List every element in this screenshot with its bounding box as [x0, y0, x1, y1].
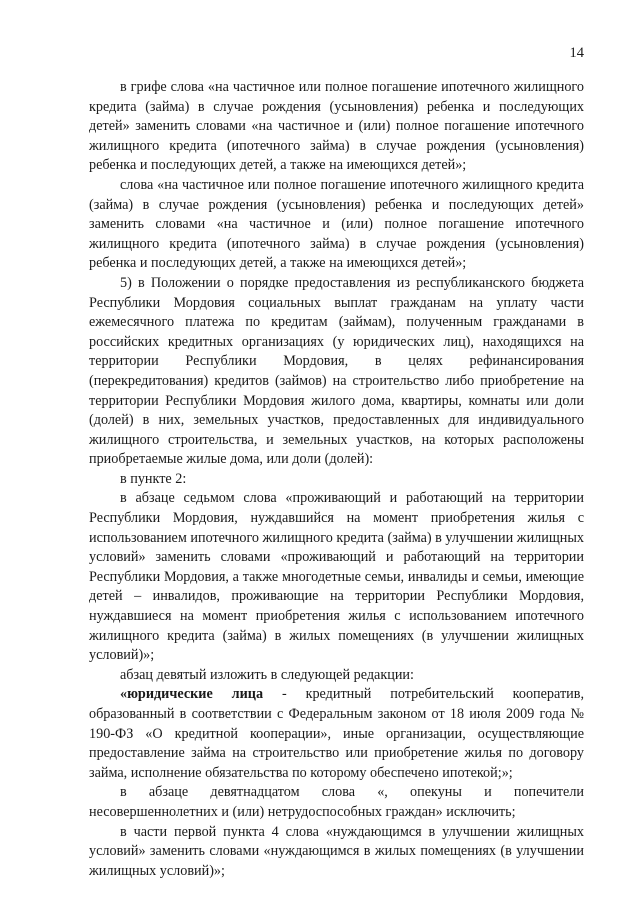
paragraph-text: в пункте 2: — [120, 470, 187, 487]
paragraph-text: слова «на частичное или полное погашение ипотечного жилищного кредита (займа) в случае рождения (усыновления) ребенка и последующих детей» заменить словами «на частичное и (или) полное погашение ипотечного жилищного кредита (ипотечного займа) в случае рождения (усыновления) ребенка и последующих детей, а также на имеющихся детей»; — [89, 176, 584, 272]
paragraph-gриф — [89, 78, 584, 176]
paragraph-abzac-9-intro — [89, 666, 584, 686]
paragraph-text: - кредитный потребительский кооператив, образованный в соответствии с Федеральным законом от 18 июля 2009 года № 190-ФЗ «О кредитной кооперации», иные организации, осуществляющие предоставление займа на строительство или приобретение жилья по договору займа, исполнение обязательства по которому обеспечено ипотекой;»; — [89, 686, 584, 781]
paragraph-item-5 — [89, 274, 584, 470]
bold-term: «юридические лица — [120, 686, 264, 703]
paragraph-text: абзац девятый изложить в следующей редакции: — [120, 666, 414, 683]
paragraph-punkt-2 — [89, 470, 584, 490]
paragraph-text: в абзаце девятнадцатом слова «, опекуны и попечители несовершеннолетних и (или) нетрудоспособных граждан» исключить; — [89, 784, 584, 820]
paragraph-punkt-4 — [89, 823, 584, 882]
paragraph-text: в абзаце седьмом слова «проживающий и работающий на территории Республики Мордовия, нуждавшийся на момент приобретения жилья с использованием ипотечного жилищного кредита (займа) в улучшении жилищных условий» заменить словами «проживающий и работающий на территории Республики Мордовия, а также многодетные семьи, инвалиды и семьи, имеющие детей – инвалидов, проживающие на территории Республики Мордовия, нуждавшиеся на момент приобретения жилья с использованием ипотечного жилищного кредита (займа) в жилых помещениях (в улучшении жилищных условий)»; — [89, 490, 584, 664]
paragraph-text: в грифе слова «на частичное или полное погашение ипотечного жилищного кредита (займа) в случае рождения (усыновления) ребенка и последующих детей» заменить словами «на частичное и (или) полное погашение ипотечного жилищного кредита (ипотечного займа) в случае рождения (усыновления) ребенка и последующих детей, а также на имеющихся детей»; — [89, 79, 584, 174]
paragraph-abzac-19 — [89, 783, 584, 822]
page-number: 14 — [569, 45, 584, 61]
paragraph-abzac-7 — [89, 489, 584, 665]
paragraph-text: 5) в Положении о порядке предоставления из республиканского бюджета Республики Мордовия социальных выплат гражданам на уплату части ежемесячного платежа по кредитам (займам), полученным гражданами в российских кредитных организациях (у юридических лиц), находящихся на территории Республики Мордовия, в целях рефинансирования (перекредитования) кредитов (займов) на строительство либо приобретение на территории Республики Мордовия жилого дома, квартиры, комнаты или доли (долей) в них, земельных участков, предоставленных для индивидуального жилищного строительства, и земельных участков, на которых расположены приобретаемые жилые дома, или доли (долей): — [89, 274, 584, 468]
document-body — [89, 78, 584, 881]
paragraph-text: в части первой пункта 4 слова «нуждающимся в улучшении жилищных условий» заменить словами «нуждающимся в жилых помещениях (в улучшении жилищных условий)»; — [89, 823, 584, 879]
paragraph-slova — [89, 176, 584, 274]
paragraph-definition-legal-entities — [89, 685, 584, 783]
